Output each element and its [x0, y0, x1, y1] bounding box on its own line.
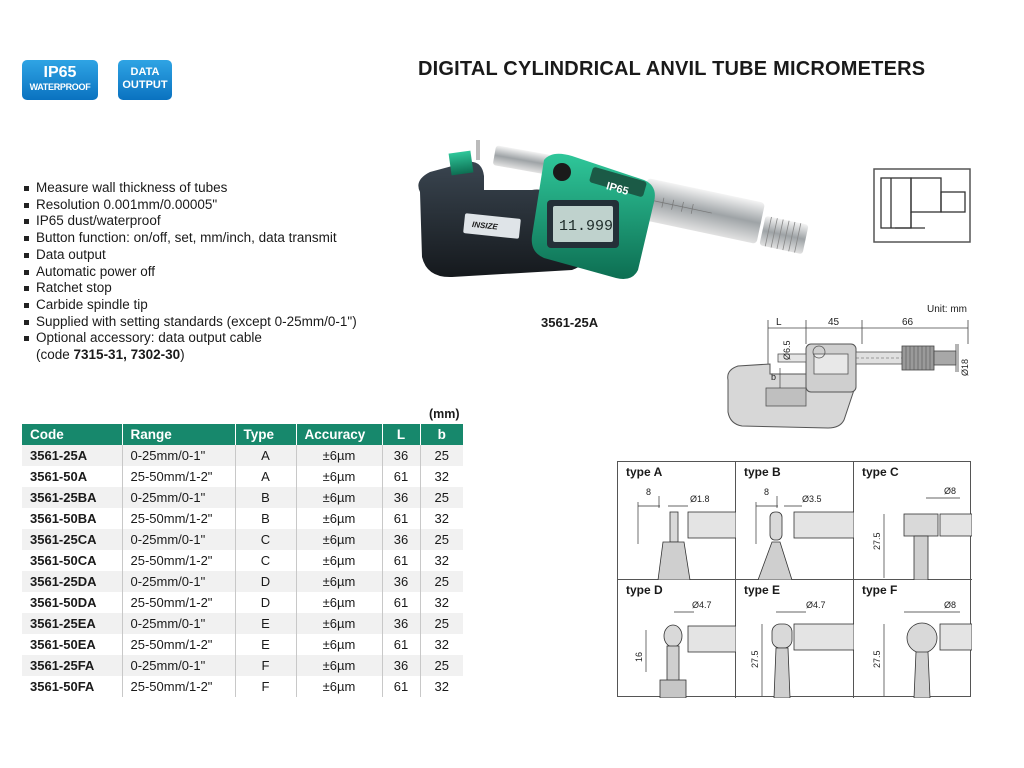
cell-b: 25	[420, 487, 463, 508]
type-b-drawing	[736, 462, 854, 580]
type-a-drawing	[618, 462, 736, 580]
unit-label: Unit: mm	[927, 304, 967, 315]
table-row	[22, 487, 463, 508]
col-header-accuracy: Accuracy	[296, 424, 382, 445]
cell-b: 32	[434, 469, 449, 484]
type-f-label: type F	[862, 583, 898, 597]
table-row	[22, 676, 463, 697]
specification-table	[22, 424, 463, 697]
col-header-code: Code	[22, 424, 122, 445]
data-output-badge-line1: DATA	[130, 66, 160, 78]
cell-b: 25	[420, 445, 463, 466]
cable-code-numbers: 7315-31, 7302-30	[73, 347, 181, 363]
cell-accuracy: ±6µm	[296, 655, 382, 676]
cell-type: E	[235, 634, 296, 655]
type-b-label: type B	[744, 465, 781, 479]
cell-type: B	[235, 508, 296, 529]
cell-code: 3561-25DA	[22, 571, 122, 592]
product-model-label: 3561-25A	[541, 315, 599, 330]
cell-range: 25-50mm/1-2"	[122, 592, 235, 613]
type-a-label: type A	[626, 465, 663, 479]
type-d-height-label: 16	[634, 651, 644, 662]
feature-item: Ratchet stop	[22, 280, 402, 297]
page-title: DIGITAL CYLINDRICAL ANVIL TUBE MICROMETERS	[418, 58, 926, 80]
table-row	[22, 529, 463, 550]
dim-L-label: L	[776, 317, 782, 328]
ip65-waterproof-badge	[22, 60, 98, 100]
type-e-dia-label: Ø4.7	[806, 600, 826, 610]
type-a-dia-label: Ø1.8	[690, 494, 710, 504]
type-f-drawing	[854, 580, 972, 698]
cell-l: 36	[382, 571, 420, 592]
cell-code: 3561-50CA	[22, 550, 122, 571]
type-c-label: type C	[862, 465, 899, 479]
cell-range: 0-25mm/0-1"	[122, 445, 235, 466]
type-e-label: type E	[744, 583, 781, 597]
type-e-drawing	[736, 580, 854, 698]
col-header-type: Type	[235, 424, 296, 445]
data-output-badge-line2: OUTPUT	[122, 79, 168, 91]
feature-item: Automatic power off	[22, 264, 402, 281]
type-b-cell	[736, 462, 854, 580]
table-row	[22, 613, 463, 634]
cell-l: 36	[382, 529, 420, 550]
dim-sleeve-dia-label: Ø18	[960, 358, 970, 376]
data-output-badge	[118, 60, 172, 100]
ip65-badge-line2: WATERPROOF	[29, 82, 91, 92]
cell-code: 3561-25CA	[22, 529, 122, 550]
cell-l: 36	[382, 445, 420, 466]
cell-l: 61	[382, 508, 420, 529]
cell-type: F	[235, 655, 296, 676]
feature-item: Optional accessory: data output cable	[22, 330, 402, 347]
table-row	[22, 655, 463, 676]
cell-accuracy: ±6µm	[296, 571, 382, 592]
cell-code: 3561-50DA	[22, 592, 122, 613]
cell-type: B	[235, 487, 296, 508]
table-row	[22, 571, 463, 592]
type-c-height-label: 27.5	[872, 532, 882, 550]
type-d-cell	[618, 580, 736, 698]
feature-item: Carbide spindle tip	[22, 297, 402, 314]
cell-l: 36	[382, 655, 420, 676]
dim-45-label: 45	[828, 317, 840, 328]
feature-item: Button function: on/off, set, mm/inch, data transmit	[22, 230, 402, 247]
cell-code: 3561-25EA	[22, 613, 122, 634]
cell-b: 32	[434, 679, 449, 694]
type-b-dia-label: Ø3.5	[802, 494, 822, 504]
cell-type: D	[235, 592, 296, 613]
cell-range: 0-25mm/0-1"	[122, 655, 235, 676]
cell-l: 36	[382, 613, 420, 634]
feature-item: Data output	[22, 247, 402, 264]
type-b-width-label: 8	[764, 487, 770, 497]
cell-code: 3561-50BA	[22, 508, 122, 529]
cell-range: 0-25mm/0-1"	[122, 571, 235, 592]
col-header-l: L	[382, 424, 420, 445]
cell-l: 61	[382, 550, 420, 571]
type-c-cell	[854, 462, 972, 580]
table-unit-label: (mm)	[429, 407, 460, 421]
table-header-row	[22, 424, 463, 445]
cell-type: A	[235, 445, 296, 466]
cell-range: 25-50mm/1-2"	[122, 550, 235, 571]
dim-spindle-dia-label: Ø6.5	[782, 340, 792, 360]
cell-range: 25-50mm/1-2"	[122, 466, 235, 487]
cell-l: 36	[382, 487, 420, 508]
cell-code: 3561-50FA	[22, 676, 122, 697]
anvil-types-grid	[617, 461, 971, 697]
cell-range: 0-25mm/0-1"	[122, 487, 235, 508]
type-a-width-label: 8	[646, 487, 652, 497]
type-e-height-label: 27.5	[750, 650, 760, 668]
feature-item: Measure wall thickness of tubes	[22, 180, 402, 197]
cell-accuracy: ±6µm	[296, 508, 382, 529]
product-brand-label: INSIZE	[471, 219, 499, 232]
cell-range: 0-25mm/0-1"	[122, 529, 235, 550]
feature-item: IP65 dust/waterproof	[22, 213, 402, 230]
table-row	[22, 634, 463, 655]
col-header-b: b	[420, 424, 463, 445]
cable-code-prefix: (code	[36, 347, 74, 363]
type-a-cell	[618, 462, 736, 580]
table-row	[22, 466, 463, 487]
feature-item: Supplied with setting standards (except 0-25mm/0-1")	[22, 314, 402, 331]
type-d-label: type D	[626, 583, 663, 597]
cell-code: 3561-50A	[22, 466, 122, 487]
cell-code: 3561-25A	[22, 445, 122, 466]
cell-type: A	[235, 466, 296, 487]
type-f-dia-label: Ø8	[944, 600, 957, 610]
ip65-badge-line1: IP65	[43, 64, 77, 81]
cell-accuracy: ±6µm	[296, 550, 382, 571]
cell-type: D	[235, 571, 296, 592]
type-e-cell	[736, 580, 854, 698]
cell-code: 3561-25FA	[22, 655, 122, 676]
cell-b: 25	[420, 529, 463, 550]
cell-accuracy: ±6µm	[296, 445, 382, 466]
type-d-drawing	[618, 580, 736, 698]
cell-range: 25-50mm/1-2"	[122, 676, 235, 697]
product-ip65-mark: IP65	[604, 180, 630, 198]
table-row	[22, 592, 463, 613]
table-row	[22, 445, 463, 466]
dim-b-label: b	[771, 372, 777, 382]
table-row	[22, 550, 463, 571]
type-c-dia-label: Ø8	[944, 486, 957, 496]
cell-l: 61	[382, 592, 420, 613]
cell-b: 32	[434, 637, 449, 652]
table-row	[22, 508, 463, 529]
cell-range: 25-50mm/1-2"	[122, 634, 235, 655]
cell-b: 25	[420, 655, 463, 676]
cell-range: 25-50mm/1-2"	[122, 508, 235, 529]
cell-b: 32	[434, 595, 449, 610]
type-f-height-label: 27.5	[872, 650, 882, 668]
dim-66-label: 66	[902, 317, 914, 328]
product-display-readout: 11.999	[559, 218, 614, 235]
cell-accuracy: ±6µm	[296, 592, 382, 613]
col-header-range: Range	[122, 424, 235, 445]
dimension-drawing	[722, 314, 976, 436]
cell-l: 61	[382, 634, 420, 655]
cell-accuracy: ±6µm	[296, 529, 382, 550]
cable-code-line	[22, 347, 402, 364]
cell-accuracy: ±6µm	[296, 634, 382, 655]
cell-type: F	[235, 676, 296, 697]
feature-list	[22, 180, 402, 364]
cell-b: 25	[420, 613, 463, 634]
cell-code: 3561-50EA	[22, 634, 122, 655]
cell-type: C	[235, 550, 296, 571]
type-f-cell	[854, 580, 972, 698]
cell-b: 25	[420, 571, 463, 592]
micrometer-product-image	[412, 132, 812, 307]
cell-b: 32	[434, 511, 449, 526]
cell-accuracy: ±6µm	[296, 466, 382, 487]
cell-type: C	[235, 529, 296, 550]
type-c-drawing	[854, 462, 972, 580]
cable-code-suffix: )	[180, 347, 185, 363]
type-d-dia-label: Ø4.7	[692, 600, 712, 610]
cell-l: 61	[382, 466, 420, 487]
cell-range: 0-25mm/0-1"	[122, 613, 235, 634]
cell-b: 32	[434, 553, 449, 568]
cell-l: 61	[382, 676, 420, 697]
cell-type: E	[235, 613, 296, 634]
cell-accuracy: ±6µm	[296, 613, 382, 634]
cell-accuracy: ±6µm	[296, 487, 382, 508]
feature-item: Resolution 0.001mm/0.00005"	[22, 197, 402, 214]
cell-accuracy: ±6µm	[296, 676, 382, 697]
anvil-reference-drawing	[873, 168, 971, 243]
cell-code: 3561-25BA	[22, 487, 122, 508]
